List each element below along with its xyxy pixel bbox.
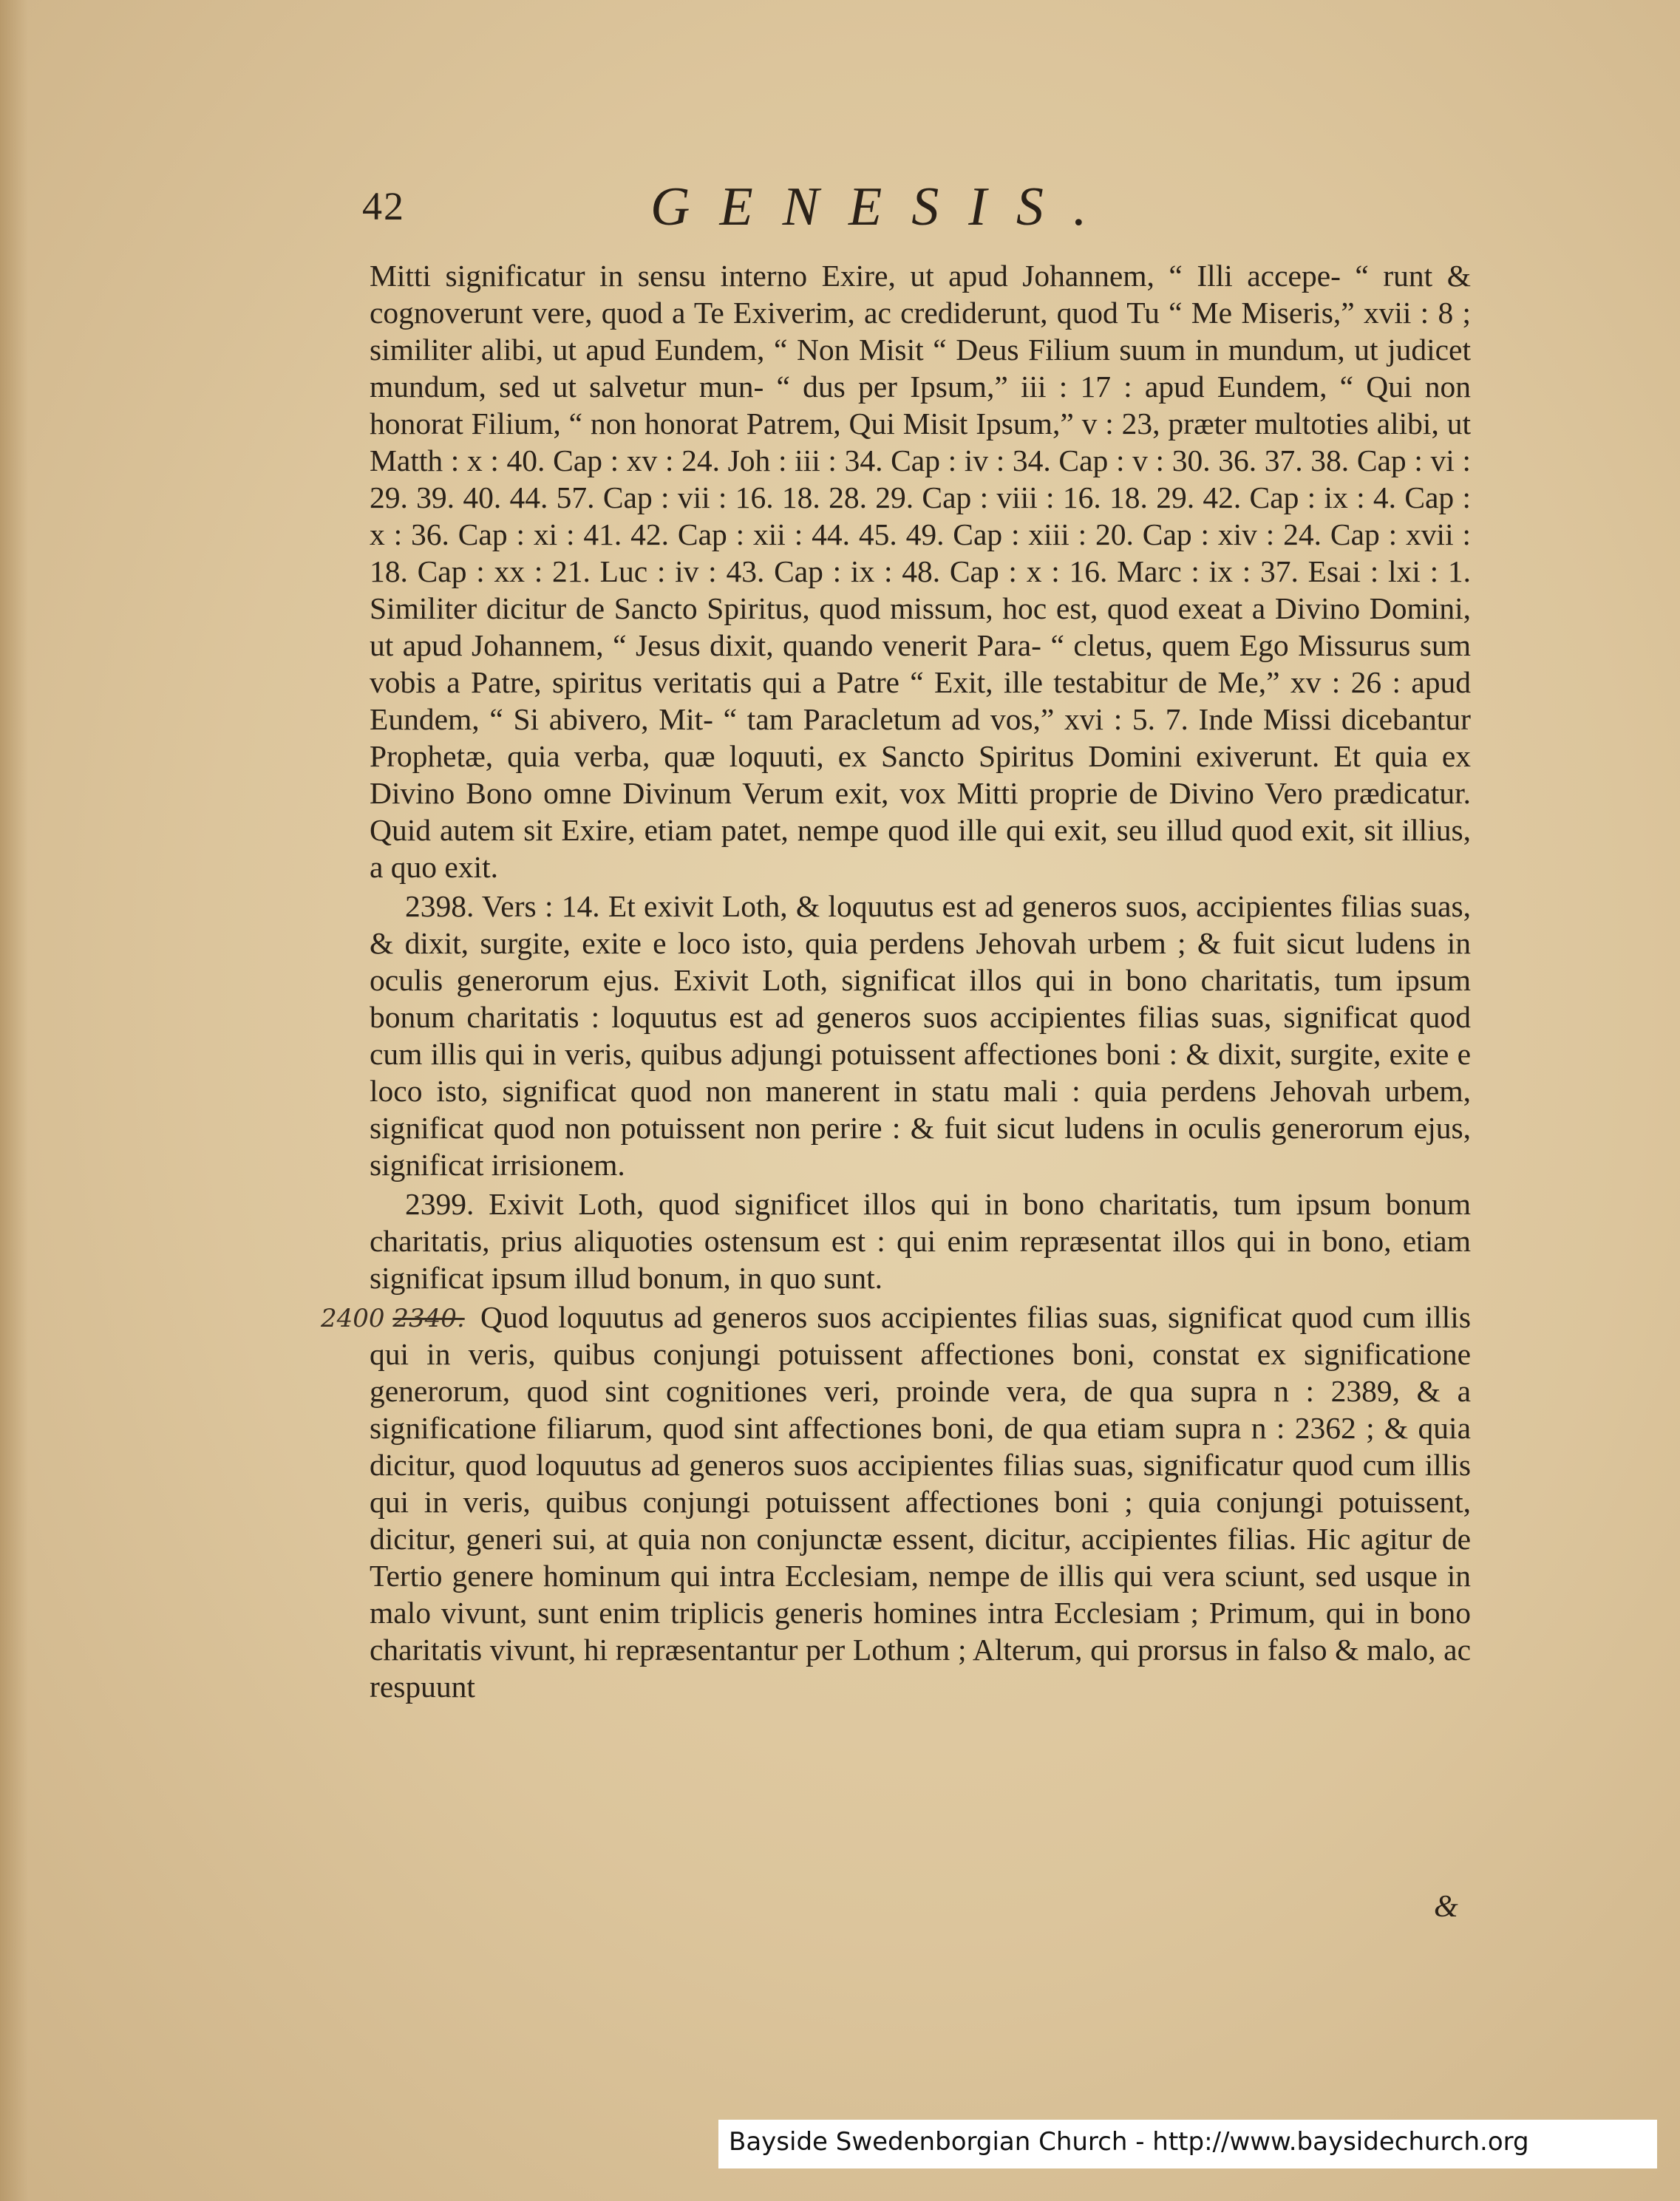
running-head	[362, 177, 1471, 242]
catchword: &	[1434, 1890, 1458, 1924]
paragraph-2398: 2398. Vers : 14. Et exivit Loth, & loquutus est ad generos suos, accipientes filias suas, & dixit, surgite, exite e loco isto, quia perdens Jehovah urbem ; & fuit sicut ludens in oculis generorum ejus. Exivit Loth, significat illos qui in bono charitatis, tum ipsum bonum charitatis : loquutus est ad generos suos accipientes filias suas, significat quod cum illis qui in veris, quibus adjungi potuissent affectiones boni : & dixit, surgite, exite e loco isto, significat quod non manerent in statu mali : quia perdens Jehovah urbem, significat quod non potuissent non perire : & fuit sicut ludens in oculis generorum ejus, significat irrisionem.	[370, 889, 1471, 1182]
text-block	[321, 257, 1471, 1707]
paragraph-2400-text: Quod loquutus ad generos suos accipientes filias suas, significat quod cum illis qui in veris, quibus conjungi potuissent affectiones boni, constat ex significatione generorum, quod sint cognitiones veri, proinde vera, de qua supra n : 2389, & a significatione filiarum, quod sint affectiones boni, de qua etiam supra n : 2362 ; & quia dicitur, quod loquutus ad generos suos accipientes filias suas, significatur quod cum illis qui in veris, quibus conjungi potuissent affectiones boni ; quia conjungi potuissent, dicitur, generi sui, at quia non conjunctæ essent, dicitur, accipientes filias. Hic agitur de Tertio genere hominum qui intra Ecclesiam, nempe de illis qui vera sciunt, sed usque in malo vivunt, sunt enim triplicis generis homines intra Ecclesiam ; Primum, qui in bono charitatis vivunt, hi repræsentantur per Lothum ; Alterum, qui prorsus in falso & malo, ac respuunt	[370, 1300, 1471, 1704]
paragraph-2400	[321, 1299, 1471, 1705]
attribution-banner	[718, 2120, 1657, 2168]
page-edge-shadow	[0, 0, 28, 2201]
paragraph-2399: 2399. Exivit Loth, quod significet illos qui in bono charitatis, tum ipsum bonum charitatis, prius aliquoties ostensum est : qui enim repræsentat illos qui in bono, etiam significat ipsum illud bonum, in quo sunt.	[370, 1187, 1471, 1295]
running-title: GENESIS.	[650, 177, 1117, 237]
handwritten-margin-note	[321, 1300, 465, 1337]
struck-number: 2340.	[392, 1304, 465, 1333]
page-number: 42	[362, 184, 405, 228]
margin-note-number: 2400	[321, 1304, 385, 1333]
attribution-text: Bayside Swedenborgian Church - http://www.baysidechurch.org	[729, 2127, 1529, 2157]
paragraph-continuation: Mitti significatur in sensu interno Exire, ut apud Johannem, “ Illi accepe- “ runt & cognoverunt vere, quod a Te Exiverim, ac crediderunt, quod Tu “ Me Miseris,” xvii : 8 ; similiter alibi, ut apud Eundem, “ Non Misit “ Deus Filium suum in mundum, ut judicet mundum, sed ut salvetur mun- “ dus per Ipsum,” iii : 17 : apud Eundem, “ Qui non honorat Filium, “ non honorat Patrem, Qui Misit Ipsum,” v : 23, præter multoties alibi, ut Matth : x : 40. Cap : xv : 24. Joh : iii : 34. Cap : iv : 34. Cap : v : 30. 36. 37. 38. Cap : vi : 29. 39. 40. 44. 57. Cap : vii : 16. 18. 28. 29. Cap : viii : 16. 18. 29. 42. Cap : ix : 4. Cap : x : 36. Cap : xi : 41. 42. Cap : xii : 44. 45. 49. Cap : xiii : 20. Cap : xiv : 24. Cap : xvii : 18. Cap : xx : 21. Luc : iv : 43. Cap : ix : 48. Cap : x : 16. Marc : ix : 37. Esai : lxi : 1. Similiter dicitur de Sancto Spiritus, quod missum, hoc est, quod exeat a Divino Domini, ut apud Johannem, “ Jesus dixit, quando venerit Para- “ cletus, quem Ego Missurus sum vobis a Patre, spiritus veritatis qui a Patre “ Exit, ille testabitur de Me,” xv : 26 : apud Eundem, “ Si abivero, Mit- “ tam Paracletum ad vos,” xvi : 5. 7. Inde Missi dicebantur Prophetæ, quia verba, quæ loquuti, ex Sancto Spiritus Domini exiverunt. Et quia ex Divino Bono omne Divinum Verum exit, vox Mitti proprie de Divino Vero prædicatur. Quid autem sit Exire, etiam patet, nempe quod ille qui exit, seu illud quod exit, sit illius, a quo exit.	[370, 259, 1471, 884]
